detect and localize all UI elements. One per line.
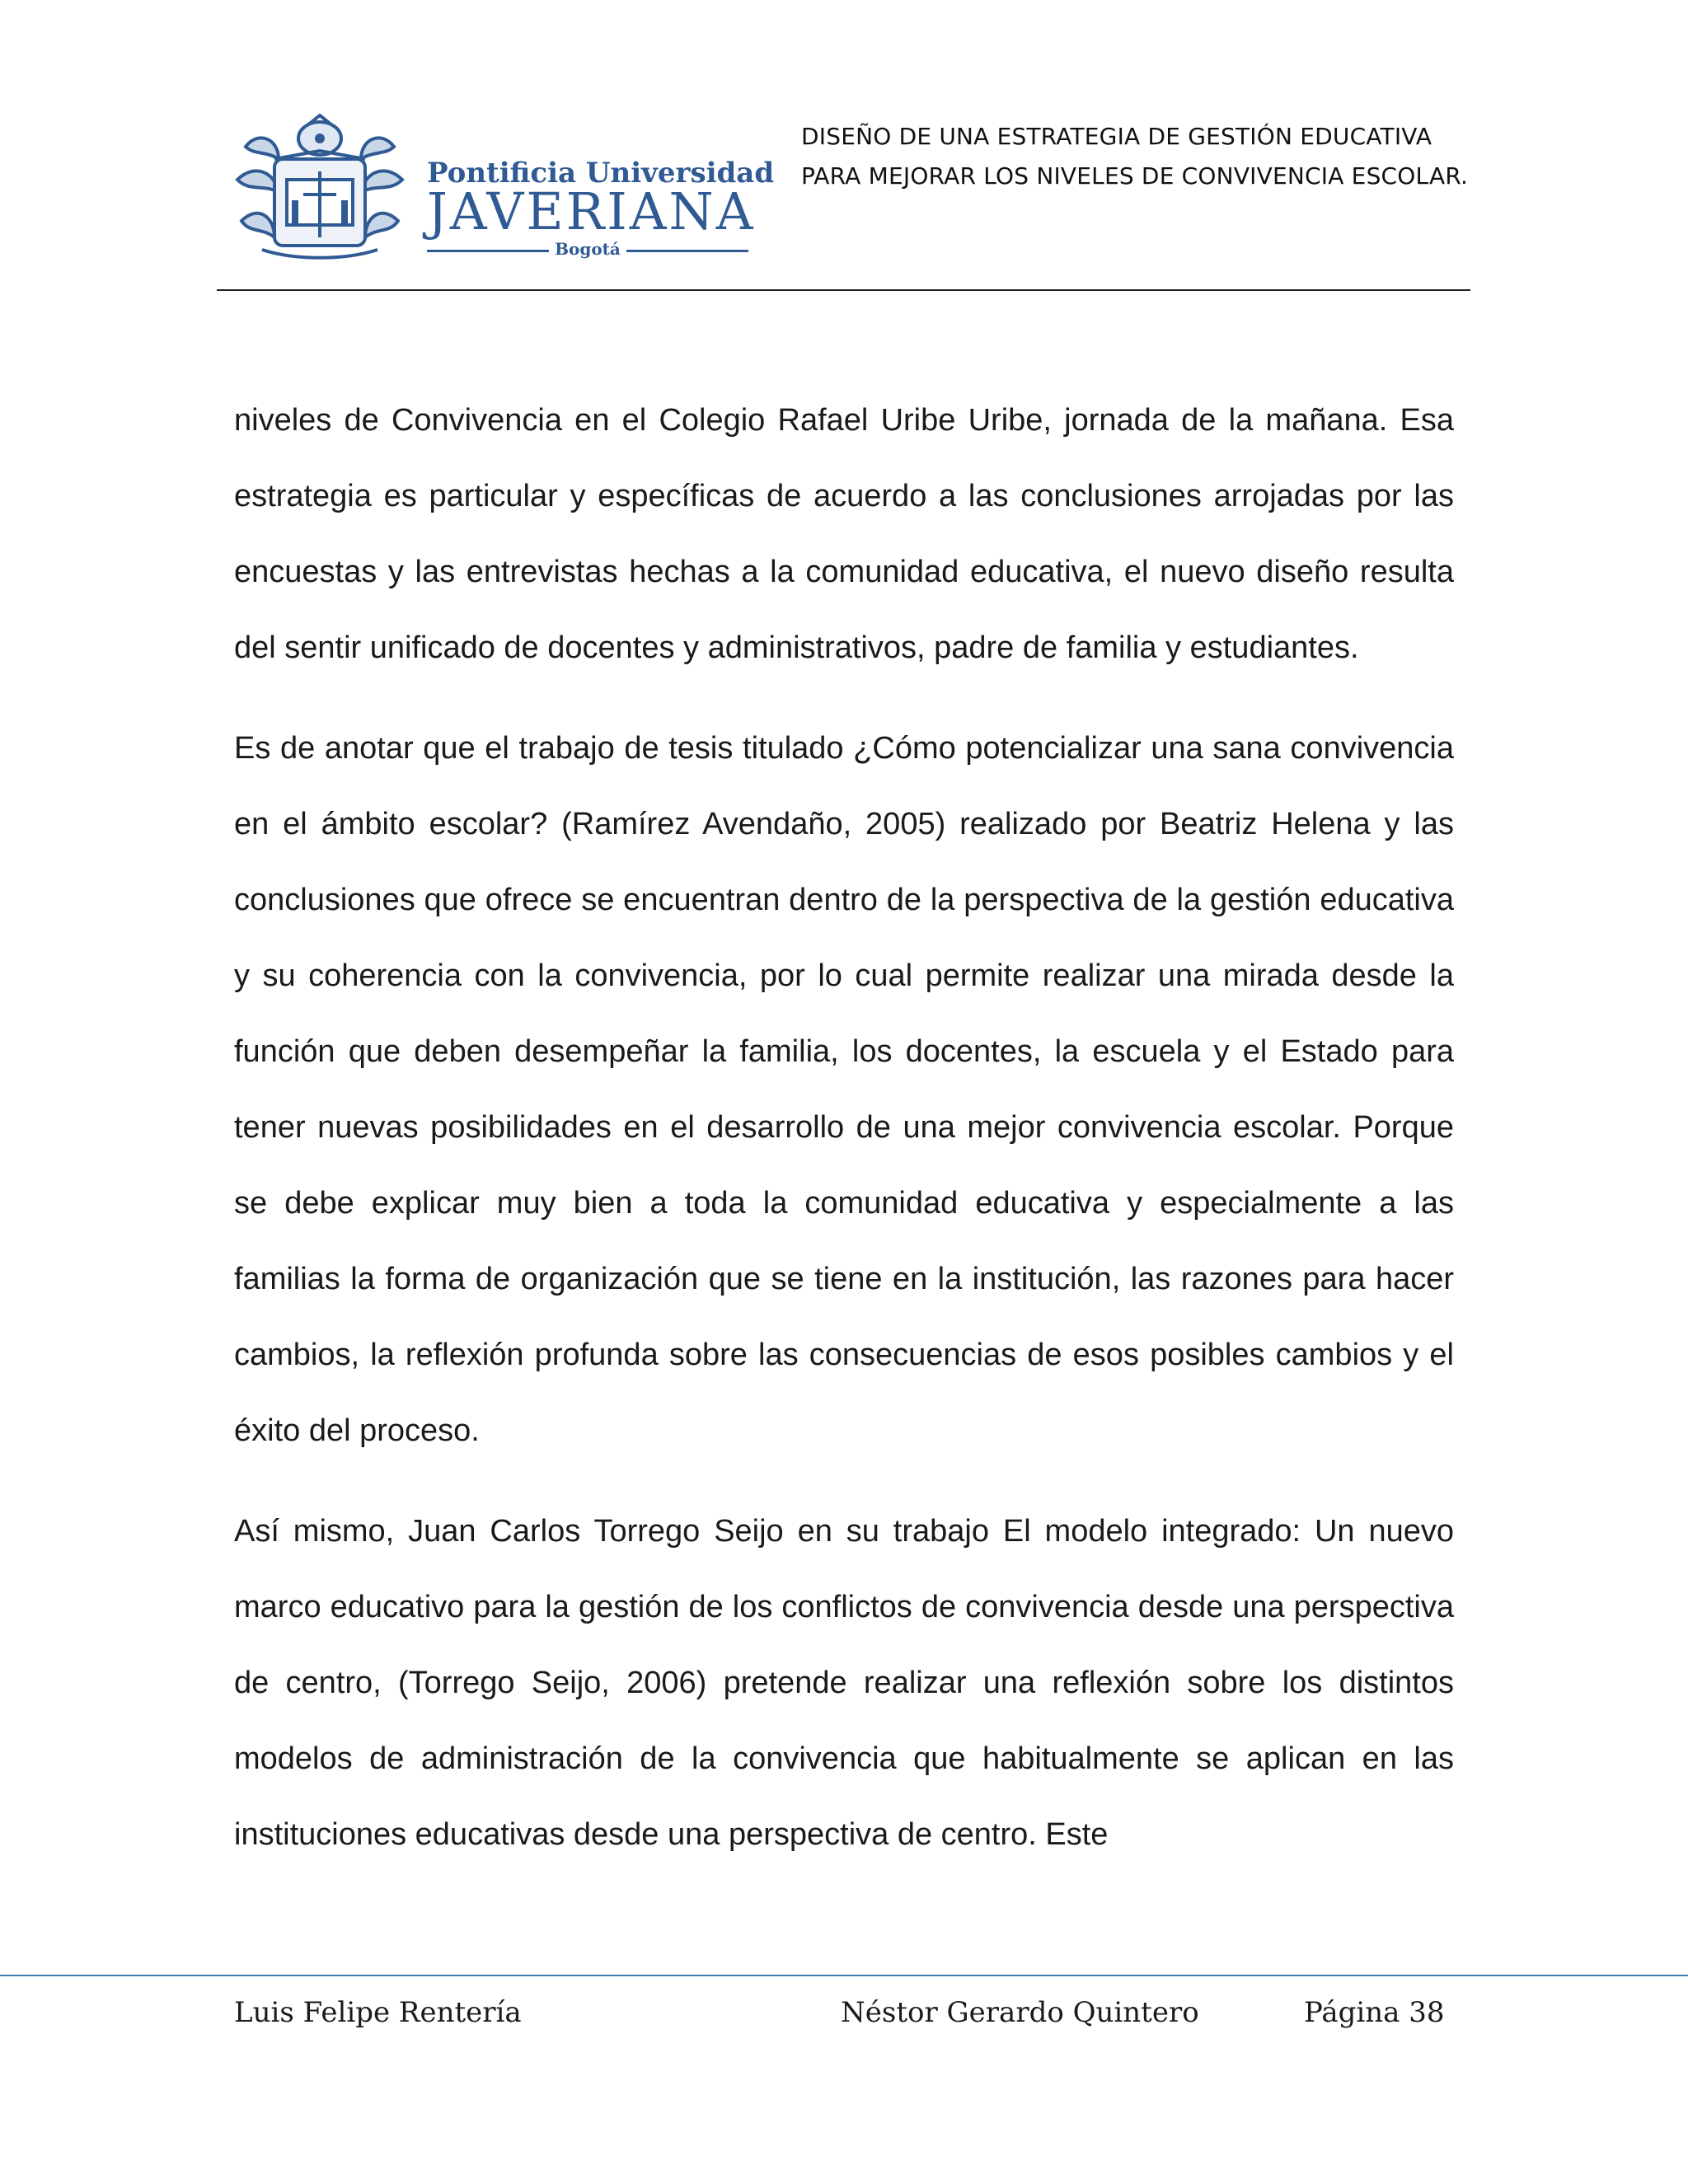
footer-author-2: Néstor Gerardo Quintero	[841, 1996, 1199, 2029]
document-title	[801, 117, 1510, 196]
header-divider	[217, 289, 1470, 291]
logo-university-name: Pontificia Universidad	[427, 157, 775, 190]
body-paragraph-1: niveles de Convivencia en el Colegio Rafael Uribe Uribe, jornada de la mañana. Esa estrategia es particular y específicas de acuerdo a las conclusiones arrojadas por las encuestas y las entrevistas hechas a la comunidad educativa, el nuevo diseño resulta del sentir unificado de docentes y administrativos, padre de familia y estudiantes.	[234, 403, 1454, 665]
logo-city-row	[427, 239, 748, 260]
logo-rule-left	[427, 250, 549, 252]
university-logo-text	[427, 114, 775, 262]
document-title-line-2: PARA MEJORAR LOS NIVELES DE CONVIVENCIA ESCOLAR.	[801, 162, 1469, 190]
logo-javeriana: JAVERIANA	[427, 181, 756, 241]
footer-page-number: Página 38	[1304, 1996, 1445, 2029]
body-paragraph-2: Es de anotar que el trabajo de tesis titulado ¿Cómo potencializar una sana convivencia en el ámbito escolar? (Ramírez Avendaño, 2005) realizado por Beatriz Helena y las conclusiones que ofrece se encuentran dentro de la perspectiva de la gestión educativa y su coherencia con la convivencia, por lo cual permite realizar una mirada desde la función que deben desempeñar la familia, los docentes, la escuela y el Estado para tener nuevas posibilidades en el desarrollo de una mejor convivencia escolar. Porque se debe explicar muy bien a toda la comunidad educativa y especialmente a las familias la forma de organización que se tiene en la institución, las razones para hacer cambios, la reflexión profunda sobre las consecuencias de esos posibles cambios y el éxito del proceso.	[234, 731, 1454, 1448]
document-title-line-1: DISEÑO DE UNA ESTRATEGIA DE GESTIÓN EDUCATIVA	[801, 123, 1432, 150]
footer-divider	[0, 1975, 1688, 1976]
body-paragraph-3: Así mismo, Juan Carlos Torrego Seijo en su trabajo El modelo integrado: Un nuevo marco educativo para la gestión de los conflictos de convivencia desde una perspectiva de centro, (Torrego Seijo, 2006) pretende realizar una reflexión sobre los distintos modelos de administración de la convivencia que habitualmente se aplican en las instituciones educativas desde una perspectiva de centro. Este	[234, 1514, 1454, 1852]
university-logo	[229, 114, 775, 262]
university-crest-icon	[229, 114, 410, 262]
logo-rule-right	[626, 250, 748, 252]
page-body	[234, 382, 1454, 1872]
footer-author-1: Luis Felipe Rentería	[234, 1996, 522, 2029]
logo-city: Bogotá	[555, 239, 621, 259]
